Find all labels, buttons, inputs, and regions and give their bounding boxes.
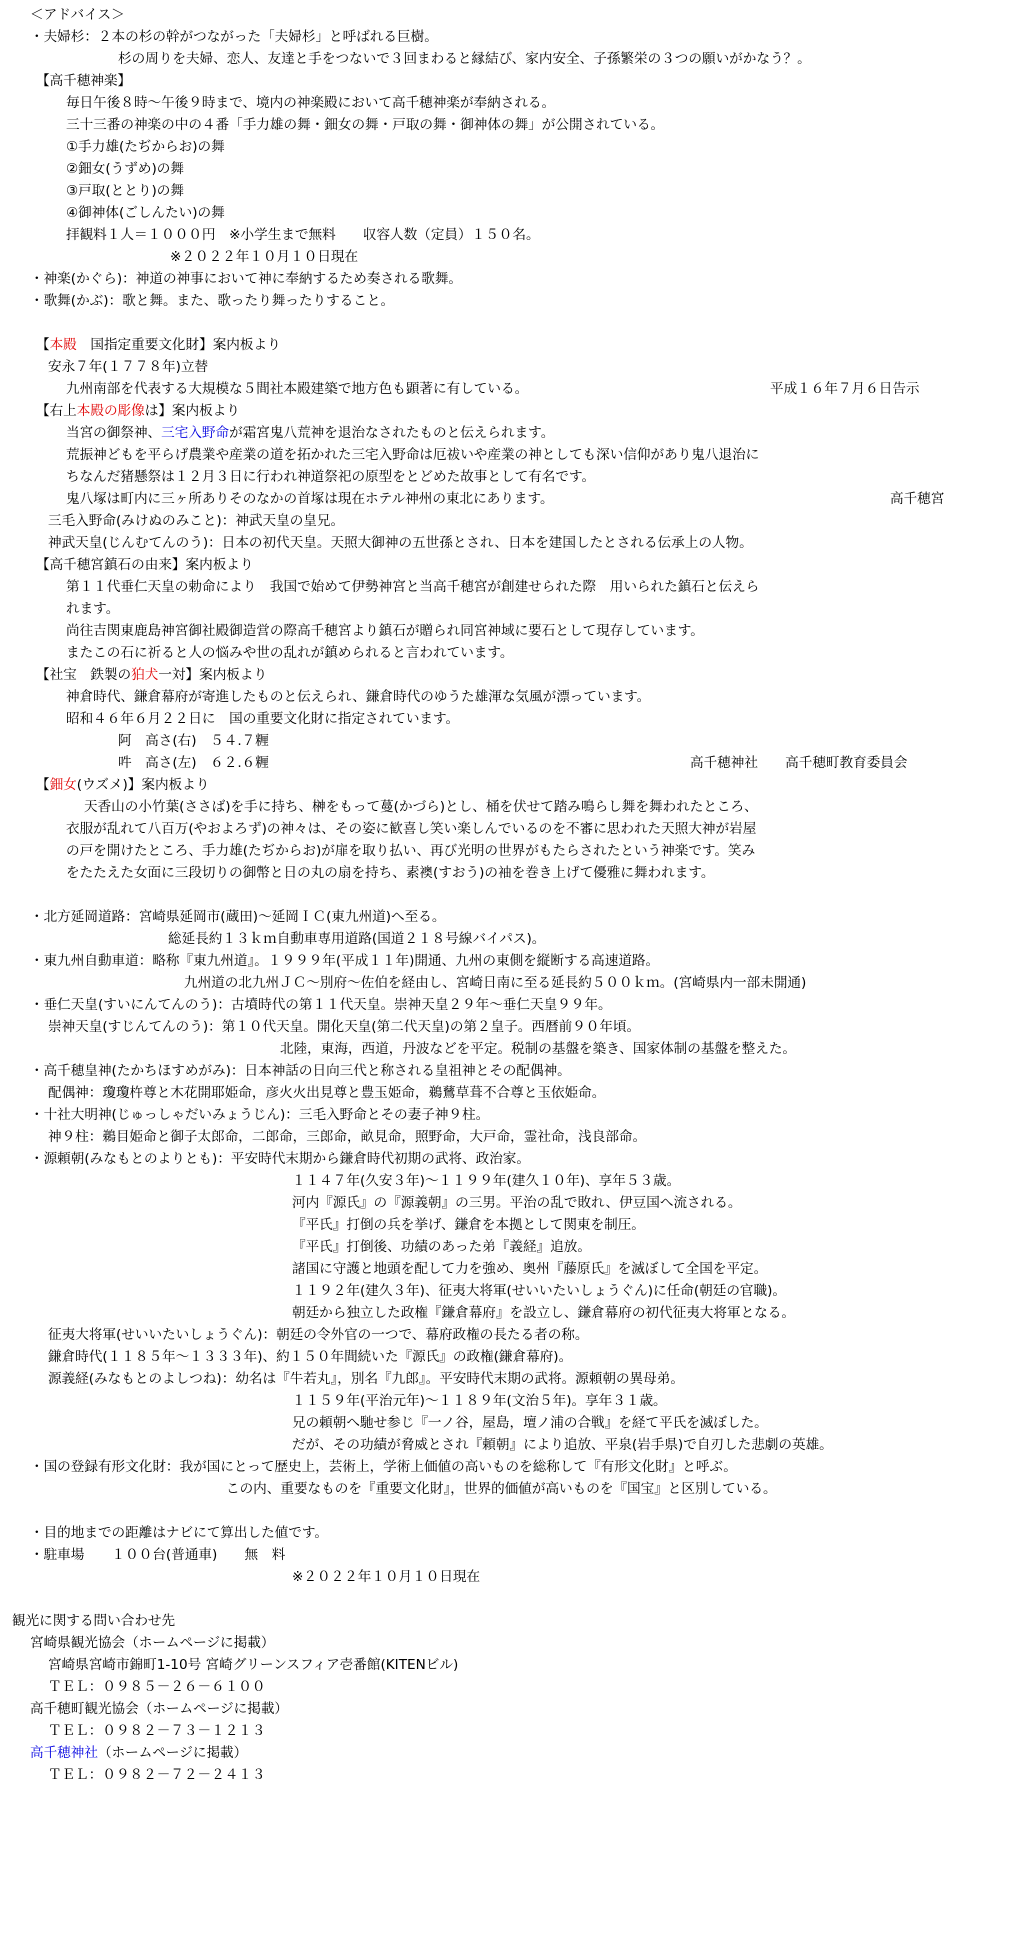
definition-sujin-cont: 北陸，東海，西道，丹波などを平定。税制の基盤を築き、国家体制の基盤を整えた。 [280, 1041, 797, 1057]
yoritomo-line: 『平氏』打倒の兵を挙げ、鎌倉を本拠として関東を制圧。 [292, 1217, 645, 1233]
stone-line: れます。 [66, 601, 120, 617]
kagura-dance: ①手力雄(たぢからお)の舞 [66, 139, 225, 155]
fufusugi-term: ・夫婦杉：２本の杉の幹がつながった「夫婦杉」と呼ばれる巨樹。 [30, 29, 438, 45]
definition-jissha: ・十社大明神(じゅっしゃだいみょうじん)：三毛入野命とその妻子神９柱。 [30, 1107, 490, 1123]
yoritomo-line: １１９２年(建久３年)、征夷大将軍(せいいたいしょうぐん)に任命(朝廷の官職)。 [292, 1283, 787, 1299]
definition-suinin: ・垂仁天皇(すいにんてんのう)：古墳時代の第１１代天皇。崇神天皇２９年～垂仁天皇９９年。 [30, 997, 612, 1013]
carving-line: 荒振神どもを平らげ農業や産業の道を拓かれた三宅入野命は厄祓いや産業の神としても深い信仰があり鬼八退治に [66, 447, 760, 463]
carving-highlight: 本殿の彫像 [76, 403, 145, 419]
definition-nobeoka-cont: 総延長約１３ｋｍ自動車専用道路(国道２１８号線バイパス)。 [168, 931, 546, 947]
komainu-highlight: 狛犬 [131, 667, 159, 683]
definition-jinmu: 神武天皇(じんむてんのう)：日本の初代天皇。天照大御神の五世孫とされ、日本を建国したとされる伝承上の人物。 [48, 535, 753, 551]
definition-kamakura: 鎌倉時代(１１８５年～１３３３年)、約１５０年間続いた『源氏』の政権(鎌倉幕府)。 [48, 1349, 573, 1365]
navi-note: ・目的地までの距離はナビにて算出した値です。 [30, 1525, 328, 1541]
yoshitsune-line: １１５９年(平治元年)～１１８９年(文治５年)。享年３１歳。 [292, 1393, 667, 1409]
carving-line: ちなんだ猪懸祭は１２月３日に行われ神道祭祀の原型をとどめた故事として有名です。 [66, 469, 596, 485]
kagura-dance: ③戸取(ととり)の舞 [66, 183, 184, 199]
yoritomo-line: 諸国に守護と地頭を配して力を強め、奥州『藤原氏』を滅ぼして全国を平定。 [292, 1261, 768, 1277]
contact-shrine-tel: ＴＥＬ：０９８２－７２－２４１３ [48, 1767, 266, 1783]
definition-bunkazai-cont: この内、重要なものを『重要文化財』，世界的価値が高いものを『国宝』と区別している。 [226, 1481, 777, 1497]
carving-heading: 【右上本殿の彫像は】案内板より [36, 403, 240, 419]
contact-miyazaki-address: 宮崎県宮崎市錦町1-10号 宮崎グリーンスフィア壱番館(KITENビル) [48, 1657, 459, 1673]
contact-takachiho-name: 高千穂町観光協会（ホームページに掲載） [30, 1701, 289, 1717]
definition-mikenu: 三毛入野命(みけぬのみこと)：神武天皇の皇兄。 [48, 513, 345, 529]
definition-kyuhashira: 神９柱：鵜目姫命と御子太郎命，二郎命，三郎命，畝見命，照野命，大戸命，霊社命，浅良部命。 [48, 1129, 647, 1145]
uzume-line: 天香山の小竹葉(ささば)を手に持ち、榊をもって蔓(かづら)とし、桶を伏せて踏み鳴らし舞を舞われたところ、 [84, 799, 758, 815]
komainu-sign: 高千穂神社 高千穂町教育委員会 [690, 755, 908, 771]
definition-haigu: 配偶神：瓊瓊杵尊と木花開耶姫命，彦火火出見尊と豊玉姫命，鵜鶿草葺不合尊と玉依姫命。 [48, 1085, 606, 1101]
definition-bunkazai: ・国の登録有形文化財：我が国にとって歴史上，芸術上，学術上価値の高いものを総称して『有形文化財』と呼ぶ。 [30, 1459, 737, 1475]
kagura-line: 毎日午後８時～午後９時まで、境内の神楽殿において高千穂神楽が奉納される。 [66, 95, 556, 111]
komainu-heading: 【社宝 鉄製の狛犬一対】案内板より [36, 667, 268, 683]
uzume-line: 衣服が乱れて八百万(やおよろず)の神々は、その姿に歓喜し笑い楽しんでいるのを不審に思われた天照大神が岩屋 [66, 821, 757, 837]
carving-line: 当宮の御祭神、三宅入野命が霜宮鬼八荒神を退治なされたものと伝えられます。 [66, 425, 555, 441]
honden-notice: 平成１６年７月６日告示 [770, 381, 920, 397]
contact-miyazaki-tel: ＴＥＬ：０９８５－２６－６１００ [48, 1679, 266, 1695]
komainu-line: 昭和４６年６月２２日に 国の重要文化財に指定されています。 [66, 711, 460, 727]
contact-shrine-name: 高千穂神社 [30, 1745, 98, 1761]
parking-asof: ※２０２２年１０月１０日現在 [292, 1569, 481, 1585]
yoritomo-line: 朝廷から独立した政権『鎌倉幕府』を設立し、鎌倉幕府の初代征夷大将軍となる。 [292, 1305, 795, 1321]
definition-sumegami: ・高千穂皇神(たかちほすめがみ)：日本神話の日向三代と称される皇祖神とその配偶神。 [30, 1063, 571, 1079]
uzume-line: をたたえた女面に三段切りの御幣と日の丸の扇を持ち、素襖(すおう)の袖を巻き上げて優雅に舞われます。 [66, 865, 715, 881]
kagura-line: 三十三番の神楽の中の４番「手力雄の舞・鈿女の舞・戸取の舞・御神体の舞」が公開されている。 [66, 117, 665, 133]
carving-line: 鬼八塚は町内に三ヶ所ありそのなかの首塚は現在ホテル神州の東北にあります。 [66, 491, 554, 507]
advice-header: ＜アドバイス＞ [30, 7, 125, 23]
fufusugi-desc: 杉の周りを夫婦、恋人、友達と手をつないで３回まわると縁結び、家内安全、子孫繁栄の３つの願いがかなう？。 [118, 51, 811, 67]
contact-miyazaki-name: 宮崎県観光協会（ホームページに掲載） [30, 1635, 275, 1651]
yoritomo-line: 河内『源氏』の『源義朝』の三男。平治の乱で敗れ、伊豆国へ流される。 [292, 1195, 742, 1211]
contacts-heading: 観光に関する問い合わせ先 [12, 1613, 176, 1629]
definition-sujin: 崇神天皇(すじんてんのう)：第１０代天皇。開化天皇(第二代天皇)の第２皇子。西暦前９０年頃。 [48, 1019, 641, 1035]
definition-kagura: ・神楽(かぐら)：神道の神事において神に奉納するため奏される歌舞。 [30, 271, 463, 287]
kagura-dance: ④御神体(ごしんたい)の舞 [66, 205, 225, 221]
stone-heading: 【高千穂宮鎮石の由来】案内板より [36, 557, 254, 573]
komainu-line: 神倉時代、鎌倉幕府が寄進したものと伝えられ、鎌倉時代のゆうた雄渾な気風が漂っています。 [66, 689, 651, 705]
stone-line: 第１１代垂仁天皇の勅命により 我国で始めて伊勢神宮と当高千穂宮が創建せられた際 用いられた鎮石と伝えら [66, 579, 760, 595]
honden-highlight: 本殿 [49, 337, 77, 353]
uzume-line: の戸を開けたところ、手力雄(たぢからお)が扉を取り払い、再び光明の世界がもたらされたという神楽です。笑み [66, 843, 756, 859]
komainu-a: 阿 高さ(右) ５４.７糎 [118, 733, 269, 749]
definition-seii: 征夷大将軍(せいいたいしょうぐん)：朝廷の令外官の一つで、幕府政権の長たる者の称。 [48, 1327, 589, 1343]
definition-yoritomo: ・源頼朝(みなもとのよりとも)：平安時代末期から鎌倉時代初期の武将、政治家。 [30, 1151, 530, 1167]
uzume-highlight: 鈿女 [49, 777, 77, 793]
yoshitsune-line: だが、その功績が脅威とされ『頼朝』により追放、平泉(岩手県)で自刃した悲劇の英雄。 [292, 1437, 833, 1453]
definition-yoshitsune: 源義経(みなもとのよしつね)：幼名は『牛若丸』，別名『九郎』。平安時代末期の武将。源頼朝の異母弟。 [48, 1371, 684, 1387]
kagura-dance: ②鈿女(うずめ)の舞 [66, 161, 184, 177]
yoritomo-line: １１４７年(久安３年)～１１９９年(建久１０年)、享年５３歳。 [292, 1173, 681, 1189]
honden-desc: 九州南部を代表する大規模な５間社本殿建築で地方色も顕著に有している。 [66, 381, 529, 397]
yoritomo-line: 『平氏』打倒後、功績のあった弟『義経』追放。 [292, 1239, 591, 1255]
definition-nobeoka: ・北方延岡道路：宮崎県延岡市(蔵田)～延岡ＩＣ(東九州道)へ至る。 [30, 909, 446, 925]
stone-line: またこの石に祈ると人の悩みや世の乱れが鎮められると言われています。 [66, 645, 514, 661]
stone-line: 尚往吉関東鹿島神宮御社殿御造営の際高千穂宮より鎮石が贈られ同宮神域に要石として現存しています。 [66, 623, 704, 639]
contact-takachiho-tel: ＴＥＬ：０９８２－７３－１２１３ [48, 1723, 266, 1739]
kagura-fee: 拝観料１人＝１０００円 ※小学生まで無料 収容人数（定員）１５０名。 [66, 227, 540, 243]
carving-deity-name: 三宅入野命 [161, 425, 230, 441]
honden-heading: 【本殿 国指定重要文化財】案内板より [36, 337, 281, 353]
carving-sign: 高千穂宮 [890, 491, 945, 507]
honden-built: 安永７年(１７７８年)立替 [48, 359, 209, 375]
parking-info: ・駐車場 １００台(普通車) 無 料 [30, 1547, 286, 1563]
definition-higashi-kyushu: ・東九州自動車道：略称『東九州道』。１９９９年(平成１１年)開通、九州の東側を縦断する高速道路。 [30, 953, 660, 969]
yoshitsune-line: 兄の頼朝へ馳せ参じ『一ノ谷，屋島，壇ノ浦の合戦』を経て平氏を滅ぼした。 [292, 1415, 768, 1431]
definition-kabu: ・歌舞(かぶ)：歌と舞。また、歌ったり舞ったりすること。 [30, 293, 395, 309]
komainu-un: 吽 高さ(左) ６２.６糎 [118, 755, 269, 771]
kagura-asof: ※２０２２年１０月１０日現在 [170, 249, 359, 265]
uzume-heading: 【鈿女(ウズメ)】案内板より [36, 777, 210, 793]
contact-shrine: 高千穂神社（ホームページに掲載） [30, 1745, 248, 1761]
definition-higashi-kyushu-cont: 九州道の北九州ＪＣ～別府～佐伯を経由し、宮崎日南に至る延長約５００ｋｍ。(宮崎県内一部未開通) [184, 975, 807, 991]
kagura-heading: 【高千穂神楽】 [36, 73, 132, 89]
